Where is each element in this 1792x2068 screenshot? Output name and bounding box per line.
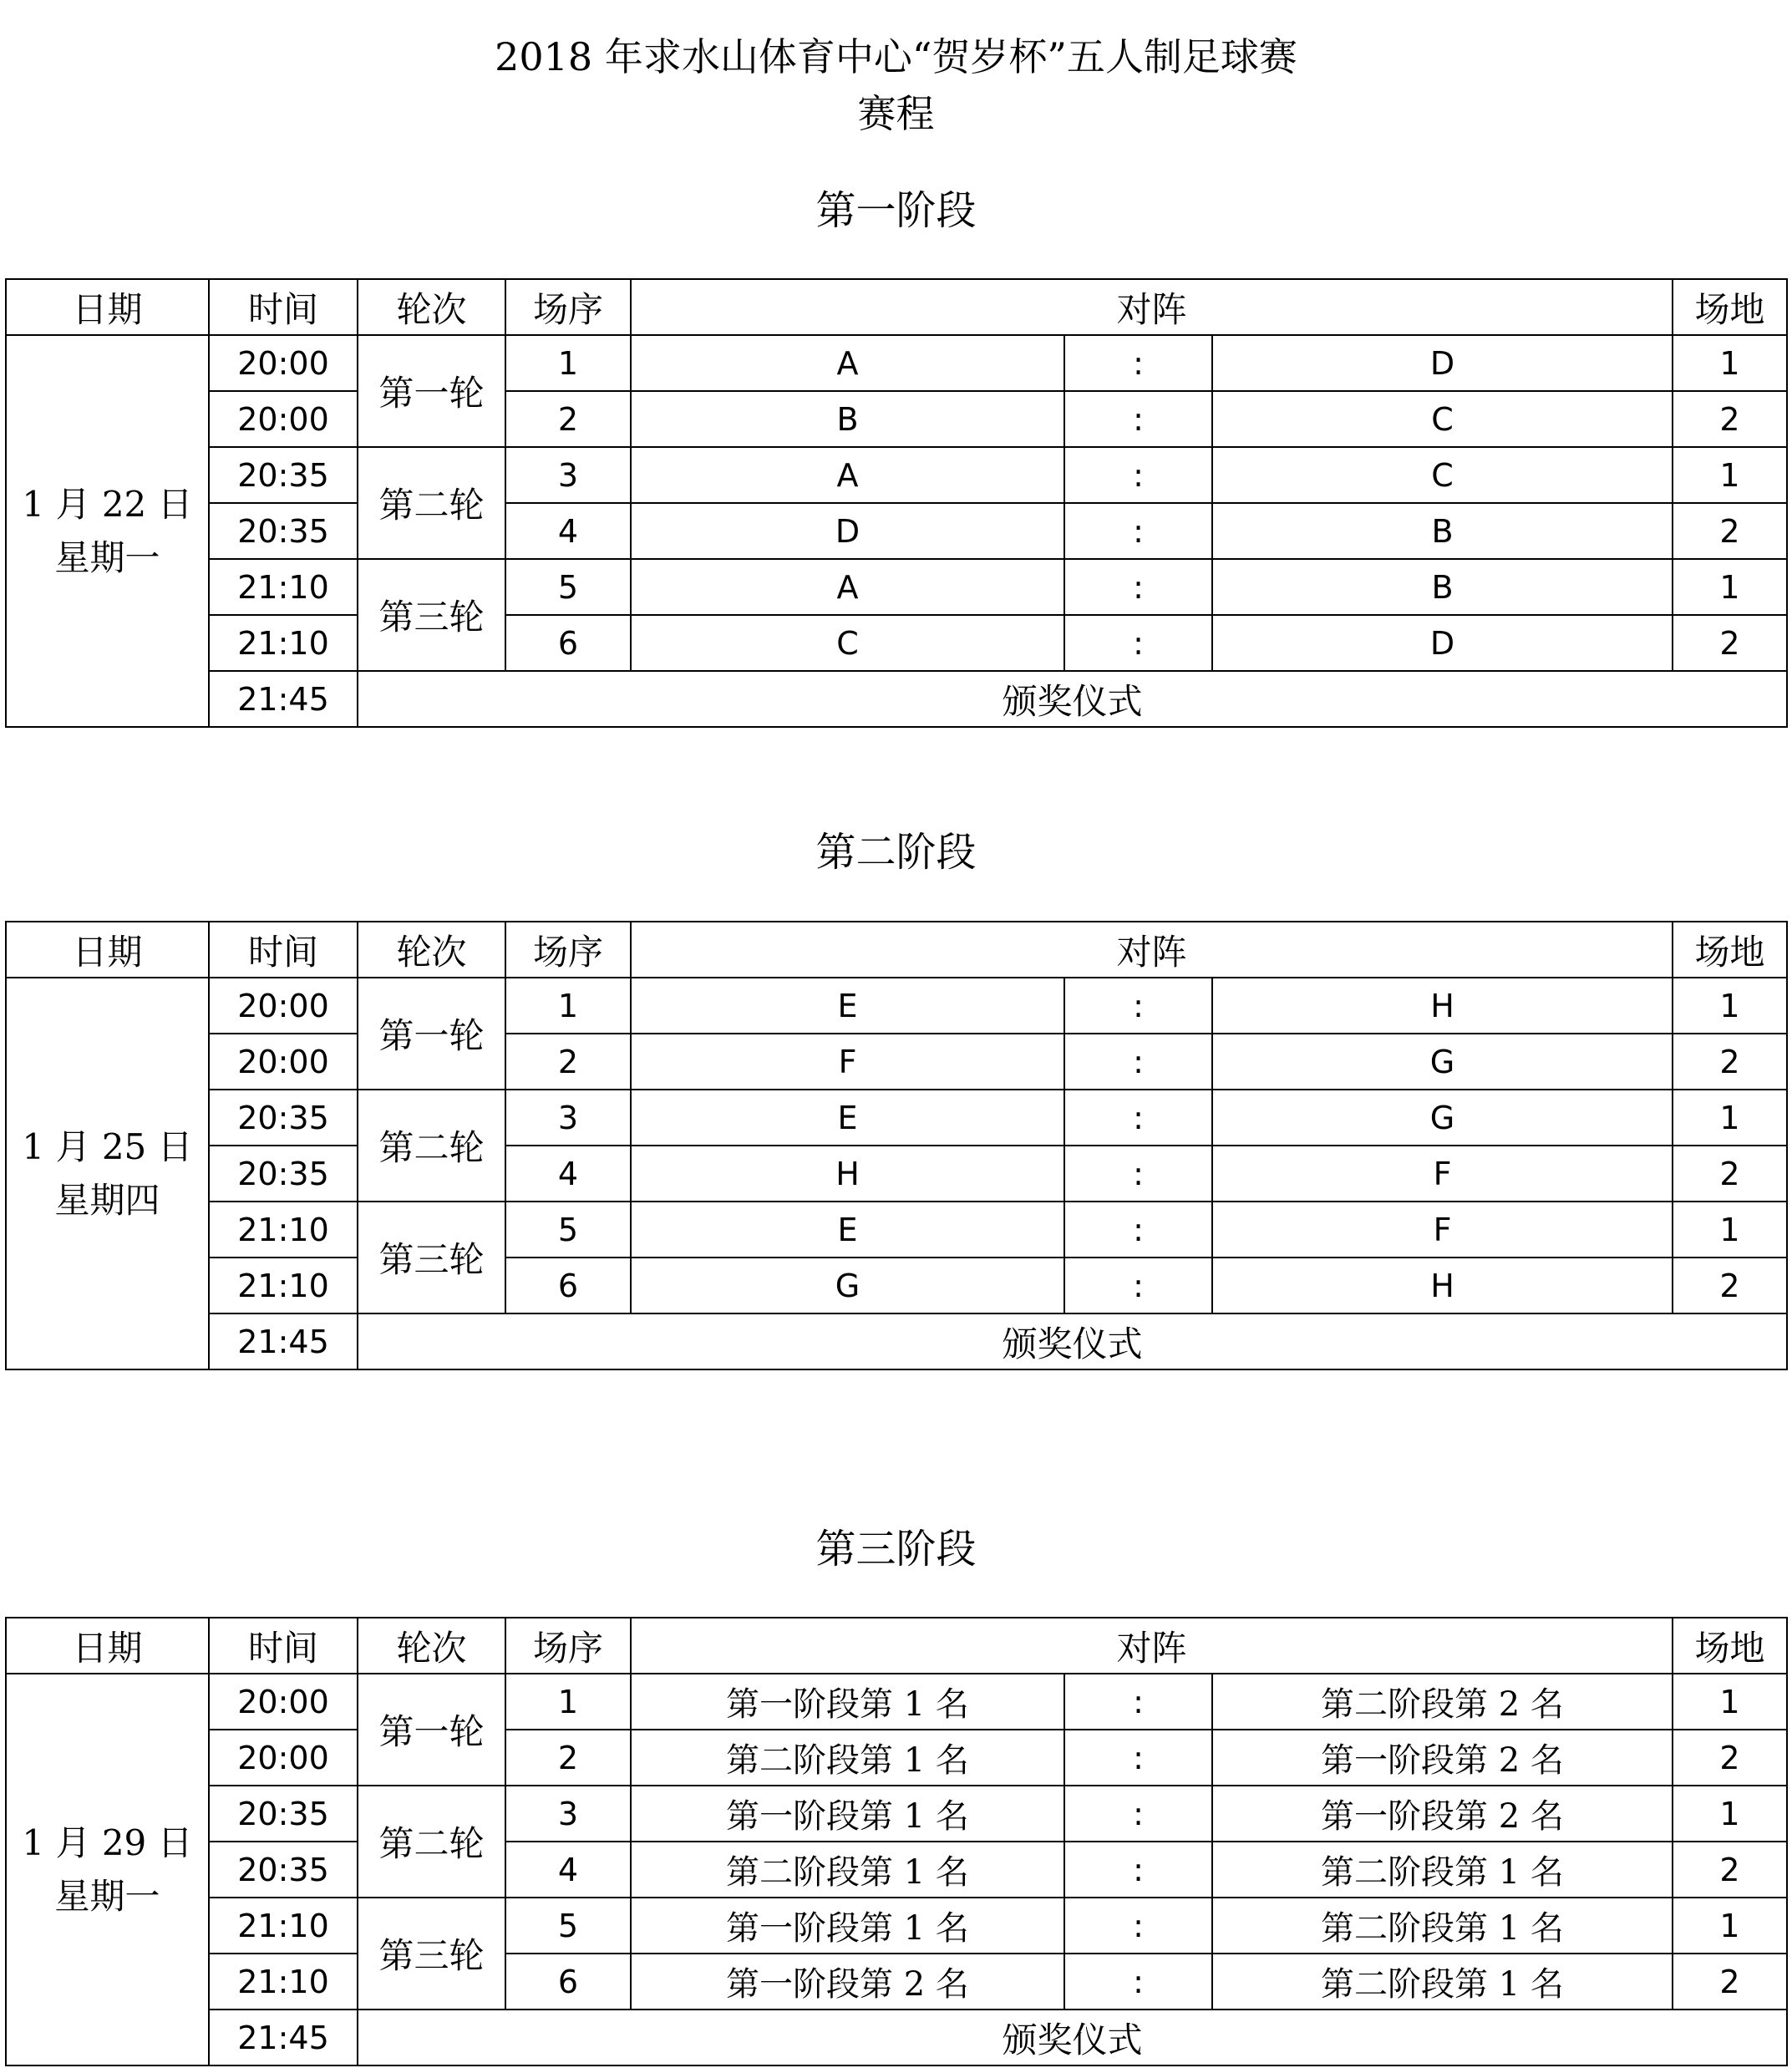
match-no-cell: 6 [505, 1954, 631, 2010]
away-team-cell: C [1212, 447, 1673, 503]
ceremony-row [6, 671, 1787, 727]
home-team-cell: 第一阶段第 1 名 [631, 1786, 1064, 1842]
column-header-round: 轮次 [358, 922, 505, 978]
vs-separator-cell: : [1064, 335, 1212, 391]
match-no-cell: 6 [505, 615, 631, 671]
vs-separator-cell: : [1064, 503, 1212, 559]
vs-separator-cell: : [1064, 447, 1212, 503]
column-header-field: 场地 [1673, 1618, 1787, 1674]
home-team-cell: A [631, 447, 1064, 503]
ceremony-cell: 颁奖仪式 [358, 671, 1787, 727]
match-no-cell: 5 [505, 1898, 631, 1954]
ceremony-row [6, 2010, 1787, 2065]
round-cell: 第二轮 [358, 447, 505, 559]
away-team-cell: 第二阶段第 2 名 [1212, 1674, 1673, 1730]
away-team-cell: G [1212, 1090, 1673, 1146]
home-team-cell: E [631, 1090, 1064, 1146]
stage-title: 第二阶段 [815, 829, 977, 876]
round-cell: 第三轮 [358, 1898, 505, 2010]
table-row [6, 503, 1787, 559]
column-header-match-no: 场序 [505, 279, 631, 335]
match-no-cell: 3 [505, 1786, 631, 1842]
away-team-cell: 第二阶段第 1 名 [1212, 1954, 1673, 2010]
time-cell: 21:10 [209, 1258, 358, 1313]
table-row [6, 1258, 1787, 1313]
home-team-cell: C [631, 615, 1064, 671]
home-team-cell: 第一阶段第 1 名 [631, 1898, 1064, 1954]
column-header-matchup: 对阵 [631, 922, 1673, 978]
ceremony-time-cell: 21:45 [209, 671, 358, 727]
time-cell: 21:10 [209, 559, 358, 615]
home-team-cell: H [631, 1146, 1064, 1202]
stage-title: 第三阶段 [815, 1526, 977, 1573]
weekday-label: 星期一 [54, 536, 160, 578]
vs-separator-cell: : [1064, 1146, 1212, 1202]
date-label: 1 月 25 日 [22, 1125, 193, 1167]
match-no-cell: 4 [505, 503, 631, 559]
table-row [6, 391, 1787, 447]
field-cell: 1 [1673, 978, 1787, 1034]
away-team-cell: 第一阶段第 2 名 [1212, 1730, 1673, 1786]
round-cell: 第二轮 [358, 1090, 505, 1202]
ceremony-cell: 颁奖仪式 [358, 1313, 1787, 1369]
vs-separator-cell: : [1064, 1090, 1212, 1146]
table-row [6, 1090, 1787, 1146]
match-no-cell: 3 [505, 1090, 631, 1146]
time-cell: 20:35 [209, 1146, 358, 1202]
field-cell: 1 [1673, 335, 1787, 391]
field-cell: 1 [1673, 447, 1787, 503]
column-header-time: 时间 [209, 922, 358, 978]
home-team-cell: F [631, 1034, 1064, 1090]
time-cell: 20:00 [209, 335, 358, 391]
field-cell: 2 [1673, 1258, 1787, 1313]
time-cell: 21:10 [209, 615, 358, 671]
field-cell: 1 [1673, 1090, 1787, 1146]
vs-separator-cell: : [1064, 615, 1212, 671]
column-header-match-no: 场序 [505, 922, 631, 978]
column-header-time: 时间 [209, 279, 358, 335]
vs-separator-cell: : [1064, 1202, 1212, 1258]
table-row [6, 1842, 1787, 1898]
column-header-date: 日期 [6, 279, 209, 335]
home-team-cell: A [631, 559, 1064, 615]
match-no-cell: 1 [505, 335, 631, 391]
match-no-cell: 4 [505, 1146, 631, 1202]
round-cell: 第一轮 [358, 1674, 505, 1786]
weekday-label: 星期一 [54, 1875, 160, 1917]
away-team-cell: F [1212, 1146, 1673, 1202]
match-no-cell: 6 [505, 1258, 631, 1313]
away-team-cell: G [1212, 1034, 1673, 1090]
field-cell: 1 [1673, 1898, 1787, 1954]
match-no-cell: 5 [505, 559, 631, 615]
ceremony-time-cell: 21:45 [209, 1313, 358, 1369]
match-no-cell: 4 [505, 1842, 631, 1898]
away-team-cell: D [1212, 615, 1673, 671]
table-row [6, 978, 1787, 1034]
vs-separator-cell: : [1064, 1730, 1212, 1786]
document-title: 2018 年求水山体育中心“贺岁杯”五人制足球赛 [495, 34, 1297, 79]
schedule-table [5, 278, 1788, 728]
field-cell: 2 [1673, 391, 1787, 447]
away-team-cell: B [1212, 503, 1673, 559]
time-cell: 20:35 [209, 1090, 358, 1146]
document-subtitle: 赛程 [857, 91, 935, 136]
vs-separator-cell: : [1064, 559, 1212, 615]
table-row [6, 335, 1787, 391]
table-row [6, 1674, 1787, 1730]
field-cell: 2 [1673, 1954, 1787, 2010]
table-row [6, 1898, 1787, 1954]
away-team-cell: H [1212, 1258, 1673, 1313]
home-team-cell: A [631, 335, 1064, 391]
table-row [6, 559, 1787, 615]
schedule-table [5, 1617, 1788, 2066]
match-no-cell: 2 [505, 391, 631, 447]
home-team-cell: 第一阶段第 1 名 [631, 1674, 1064, 1730]
away-team-cell: 第二阶段第 1 名 [1212, 1842, 1673, 1898]
vs-separator-cell: : [1064, 1258, 1212, 1313]
column-header-matchup: 对阵 [631, 1618, 1673, 1674]
field-cell: 2 [1673, 503, 1787, 559]
away-team-cell: B [1212, 559, 1673, 615]
column-header-field: 场地 [1673, 922, 1787, 978]
column-header-matchup: 对阵 [631, 279, 1673, 335]
home-team-cell: 第一阶段第 2 名 [631, 1954, 1064, 2010]
table-header-row [6, 1618, 1787, 1674]
field-cell: 2 [1673, 1730, 1787, 1786]
date-cell [6, 335, 209, 727]
date-label: 1 月 29 日 [22, 1822, 193, 1863]
table-row [6, 1730, 1787, 1786]
time-cell: 20:00 [209, 1730, 358, 1786]
time-cell: 21:10 [209, 1898, 358, 1954]
time-cell: 20:35 [209, 1786, 358, 1842]
time-cell: 20:35 [209, 1842, 358, 1898]
table-header-row [6, 922, 1787, 978]
field-cell: 2 [1673, 1842, 1787, 1898]
stage-title: 第一阶段 [815, 187, 977, 234]
vs-separator-cell: : [1064, 1786, 1212, 1842]
home-team-cell: 第二阶段第 1 名 [631, 1842, 1064, 1898]
home-team-cell: 第二阶段第 1 名 [631, 1730, 1064, 1786]
time-cell: 20:00 [209, 1034, 358, 1090]
match-no-cell: 1 [505, 1674, 631, 1730]
table-row [6, 1202, 1787, 1258]
round-cell: 第一轮 [358, 978, 505, 1090]
time-cell: 21:10 [209, 1202, 358, 1258]
home-team-cell: B [631, 391, 1064, 447]
date-label: 1 月 22 日 [22, 483, 193, 525]
match-no-cell: 2 [505, 1034, 631, 1090]
table-row [6, 1146, 1787, 1202]
match-no-cell: 2 [505, 1730, 631, 1786]
field-cell: 1 [1673, 1786, 1787, 1842]
date-cell [6, 978, 209, 1369]
away-team-cell: F [1212, 1202, 1673, 1258]
field-cell: 2 [1673, 1146, 1787, 1202]
match-no-cell: 1 [505, 978, 631, 1034]
column-header-round: 轮次 [358, 279, 505, 335]
home-team-cell: D [631, 503, 1064, 559]
table-row [6, 615, 1787, 671]
round-cell: 第一轮 [358, 335, 505, 447]
field-cell: 2 [1673, 1034, 1787, 1090]
vs-separator-cell: : [1064, 1034, 1212, 1090]
table-row [6, 1954, 1787, 2010]
column-header-time: 时间 [209, 1618, 358, 1674]
vs-separator-cell: : [1064, 1674, 1212, 1730]
table-header-row [6, 279, 1787, 335]
time-cell: 20:00 [209, 391, 358, 447]
field-cell: 2 [1673, 615, 1787, 671]
column-header-field: 场地 [1673, 279, 1787, 335]
round-cell: 第三轮 [358, 559, 505, 671]
match-no-cell: 3 [505, 447, 631, 503]
time-cell: 20:00 [209, 978, 358, 1034]
vs-separator-cell: : [1064, 1898, 1212, 1954]
home-team-cell: G [631, 1258, 1064, 1313]
round-cell: 第二轮 [358, 1786, 505, 1898]
table-row [6, 447, 1787, 503]
time-cell: 20:35 [209, 447, 358, 503]
weekday-label: 星期四 [54, 1179, 160, 1221]
time-cell: 20:00 [209, 1674, 358, 1730]
vs-separator-cell: : [1064, 1954, 1212, 2010]
column-header-date: 日期 [6, 1618, 209, 1674]
schedule-table [5, 921, 1788, 1370]
field-cell: 1 [1673, 559, 1787, 615]
home-team-cell: E [631, 978, 1064, 1034]
time-cell: 21:10 [209, 1954, 358, 2010]
away-team-cell: H [1212, 978, 1673, 1034]
ceremony-cell: 颁奖仪式 [358, 2010, 1787, 2065]
column-header-round: 轮次 [358, 1618, 505, 1674]
round-cell: 第三轮 [358, 1202, 505, 1313]
vs-separator-cell: : [1064, 978, 1212, 1034]
column-header-date: 日期 [6, 922, 209, 978]
ceremony-row [6, 1313, 1787, 1369]
away-team-cell: D [1212, 335, 1673, 391]
table-row [6, 1786, 1787, 1842]
away-team-cell: C [1212, 391, 1673, 447]
home-team-cell: E [631, 1202, 1064, 1258]
column-header-match-no: 场序 [505, 1618, 631, 1674]
time-cell: 20:35 [209, 503, 358, 559]
away-team-cell: 第二阶段第 1 名 [1212, 1898, 1673, 1954]
field-cell: 1 [1673, 1674, 1787, 1730]
match-no-cell: 5 [505, 1202, 631, 1258]
vs-separator-cell: : [1064, 1842, 1212, 1898]
field-cell: 1 [1673, 1202, 1787, 1258]
date-cell [6, 1674, 209, 2065]
table-row [6, 1034, 1787, 1090]
ceremony-time-cell: 21:45 [209, 2010, 358, 2065]
away-team-cell: 第一阶段第 2 名 [1212, 1786, 1673, 1842]
vs-separator-cell: : [1064, 391, 1212, 447]
